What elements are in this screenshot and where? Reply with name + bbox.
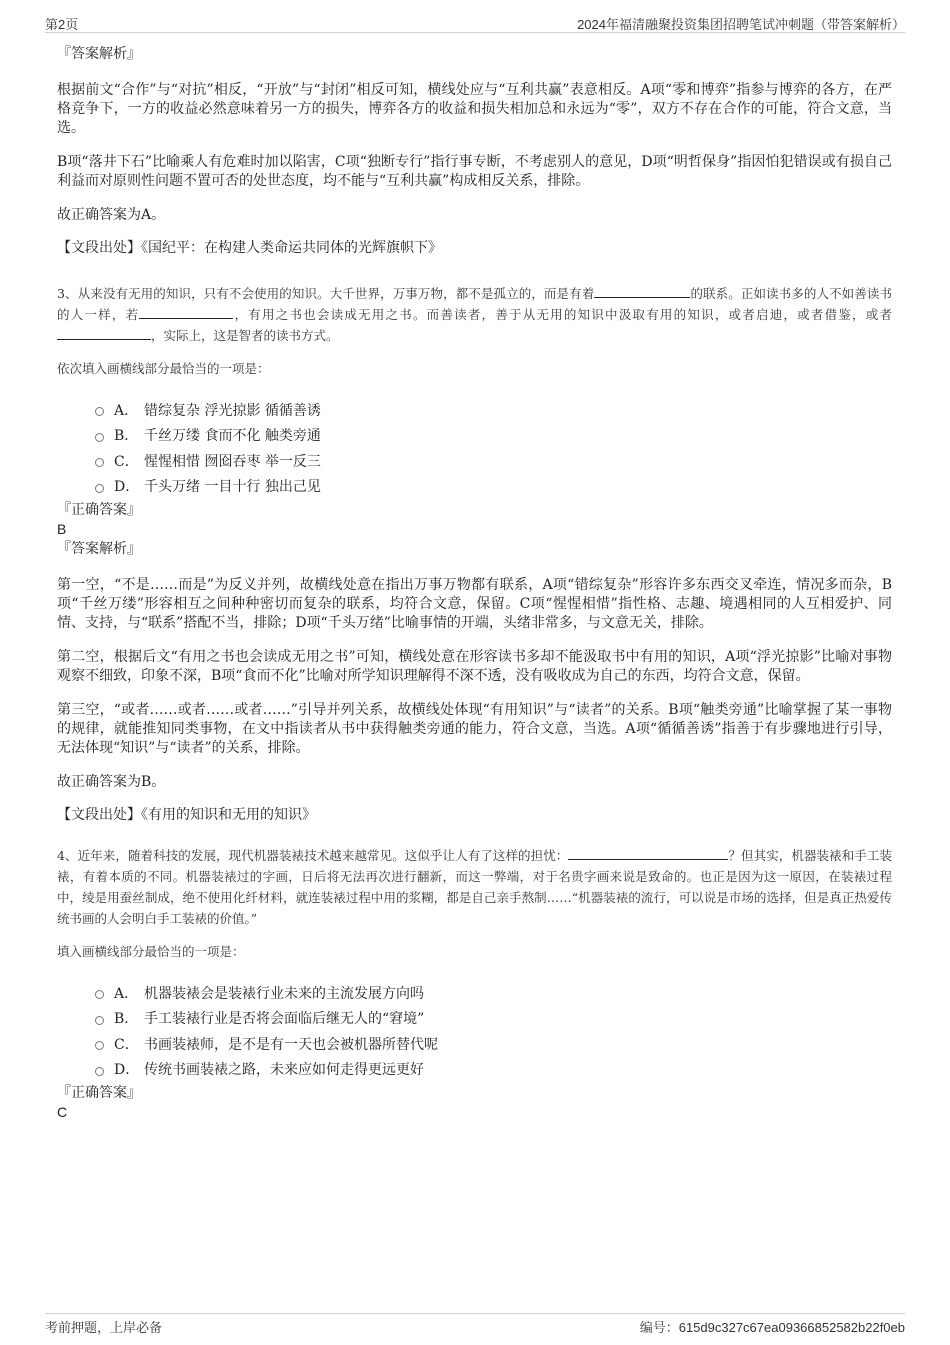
q2-source: 【文段出处】《国纪平：在构建人类命运共同体的光辉旗帜下》: [57, 240, 442, 256]
q4-option-d[interactable]: D． 传统书画装裱之路，未来应如何走得更远更好: [95, 1057, 892, 1083]
q3-conclusion: 故正确答案为B。: [57, 774, 166, 790]
footer-slogan: 考前押题，上岸必备: [45, 1320, 163, 1335]
q2-analysis-paragraph-1: 根据前文“合作”与“对抗”相反，“开放”与“封闭”相反可知，横线处应与“互利共赢”表意相反。A项“零和博弈”指参与博弈的各方，在严格竞争下，一方的收益必然意味着另一方的损失，博弈各方的收益和损失相加总和永远为“零”，双方不存在合作的可能，符合文意，当选。: [57, 82, 892, 136]
q3-analysis-paragraph-1: 第一空，“不是……而是”为反义并列，故横线处意在指出万事万物都有联系，A项“错综复杂”形容许多东西交叉牵连，情况多而杂，B项“千丝万缕”形容相互之间种种密切而复杂的联系，均符合文意，保留。C项“惺惺相惜”指性格、志趣、境遇相同的人互相爱护、同情、支持，与“联系”搭配不当，排除；D项“千头万绪”比喻事情的开端，头绪非常多，与文意无关，排除。: [57, 577, 892, 631]
q3-option-a[interactable]: A． 错综复杂 浮光掠影 循循善诱: [95, 397, 892, 423]
q3-option-c[interactable]: C． 惺惺相惜 囫囵吞枣 举一反三: [95, 448, 892, 474]
q3-analysis-paragraph-2: 第二空，根据后文“有用之书也会读成无用之书”可知，横线处意在形容读书多却不能汲取书中有用的知识，A项“浮光掠影”比喻对事物观察不细致，印象不深，B项“食而不化”比喻对所学知识理解得不深不透，没有吸收成为自己的东西，均符合文意，保留。: [57, 649, 892, 684]
q3-answer-label: 『正确答案』: [57, 502, 141, 518]
q3-prompt: 依次填入画横线部分最恰当的一项是：: [57, 361, 270, 376]
page-number: 第2页: [45, 17, 79, 32]
q3-analysis-label: 『答案解析』: [57, 541, 141, 557]
q2-analysis-label: 『答案解析』: [57, 46, 141, 62]
q3-source: 【文段出处】《有用的知识和无用的知识》: [57, 807, 316, 823]
q4-option-b[interactable]: B． 手工装裱行业是否将会面临后继无人的“窘境”: [95, 1006, 892, 1032]
q3-options: [95, 397, 892, 499]
radio-icon[interactable]: [95, 1067, 104, 1076]
q2-conclusion: 故正确答案为A。: [57, 207, 166, 223]
radio-icon[interactable]: [95, 407, 104, 416]
q3-option-d[interactable]: D． 千头万绪 一目十行 独出己见: [95, 474, 892, 500]
radio-icon[interactable]: [95, 1016, 104, 1025]
radio-icon[interactable]: [95, 433, 104, 442]
radio-icon[interactable]: [95, 1041, 104, 1050]
q4-stem: 4、近年来，随着科技的发展，现代机器装裱技术越来越常见。这似乎让人有了这样的担忧： ？但其实，机器装裱和手工装裱，有着本质的不同。机器装裱过的字画，日后将无法再次进行翻新，而这一弊端，对于名贵字画来说是致命的。也正是因为这一原因，在装裱过程中，绫是用蚕丝制成，绝不使用化纤材料，就连装裱过程中用的浆糊，都是自己亲手熬制……“机器装裱的流行，可以说是市场的选择，但是真正热爱传统书画的人会明白手工装裱的价值。”: [57, 848, 892, 926]
radio-icon[interactable]: [95, 458, 104, 467]
document-title: 2024年福清融聚投资集团招聘笔试冲刺题（带答案解析）: [577, 17, 905, 32]
footer-code: 编号：615d9c327c67ea09366852582b22f0eb: [639, 1320, 905, 1335]
radio-icon[interactable]: [95, 990, 104, 999]
radio-icon[interactable]: [95, 484, 104, 493]
q4-prompt: 填入画横线部分最恰当的一项是：: [57, 944, 245, 959]
q3-stem: 3、从来没有无用的知识，只有不会使用的知识。大千世界，万事万物，都不是孤立的，而是有着 的联系。正如读书多的人不如善读书的人一样，若 ，有用之书也会读成无用之书。而善读者，善于从无用的知识中汲取有用的知识，或者启迪，或者借鉴，或者，实际上，这是智者的读书方式。: [57, 286, 892, 343]
page-footer: [45, 1313, 905, 1336]
q4-option-c[interactable]: C． 书画装裱师，是不是有一天也会被机器所替代呢: [95, 1031, 892, 1057]
q2-analysis-paragraph-2: B项“落井下石”比喻乘人有危难时加以陷害，C项“独断专行”指行事专断，不考虑别人的意见，D项“明哲保身”指因怕犯错误或有损自己利益而对原则性问题不置可否的处世态度，均不能与“互利共赢”构成相反关系，排除。: [57, 154, 892, 189]
page-header: [45, 12, 905, 33]
q4-options: [95, 980, 892, 1082]
q4-option-a[interactable]: A． 机器装裱会是装裱行业未来的主流发展方向吗: [95, 980, 892, 1006]
q3-analysis-paragraph-3: 第三空，“或者……或者……或者……”引导并列关系，故横线处体现“有用知识”与“读者”的关系。B项“触类旁通”比喻掌握了某一事物的规律，就能推知同类事物，在文中指读者从书中获得触类旁通的能力，符合文意，当选。A项“循循善诱”指善于有步骤地进行引导，无法体现“知识”与“读者”的关系，排除。: [57, 702, 892, 756]
q4-blank: [568, 847, 728, 860]
page-content: [57, 45, 892, 1121]
q3-blank-3: [57, 327, 151, 340]
q3-blank-2: [139, 306, 233, 319]
q3-answer: B: [57, 521, 67, 537]
q3-blank-1: [594, 285, 690, 298]
q3-option-b[interactable]: B． 千丝万缕 食而不化 触类旁通: [95, 423, 892, 449]
q4-answer: C: [57, 1104, 68, 1120]
q4-answer-label: 『正确答案』: [57, 1085, 141, 1101]
